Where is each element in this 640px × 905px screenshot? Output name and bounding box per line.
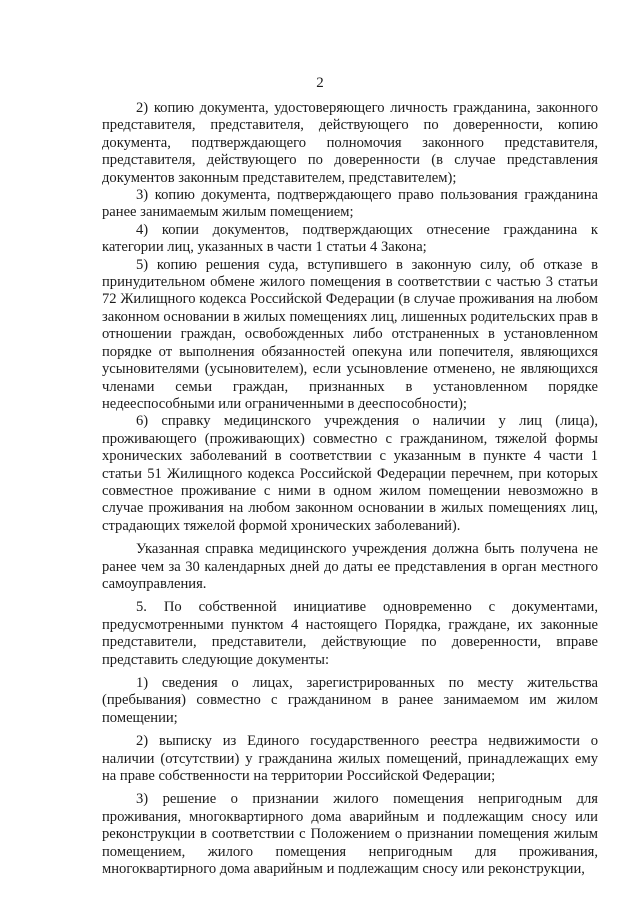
page-number: 2 <box>316 75 324 91</box>
paragraph-5-item-1-registered-persons: 1) сведения о лицах, зарегистрированных по месту жительства (пребывания) совместно с гражданином в ранее занимаемом им жилом помещении; <box>102 675 598 726</box>
paragraph-section-5-intro: 5. По собственной инициативе одновременно с документами, предусмотренными пунктом 4 настоящего Порядка, граждане, их законные представители, представители, действующие по доверенности, вправе представить следующие документы: <box>102 599 598 668</box>
paragraph-item-2-identity-document: 2) копию документа, удостоверяющего личность гражданина, законного представителя, представителя, действующего по доверенности, копию документа, подтверждающего полномочия законного представителя, представителя, действующего по доверенности (в случае представления документов законным представителем, представителем); <box>102 100 598 186</box>
document-body <box>102 100 598 878</box>
paragraph-item-4-category-documents: 4) копии документов, подтверждающих отнесение гражданина к категории лиц, указанных в части 1 статьи 4 Закона; <box>102 221 598 256</box>
paragraph-item-6-medical-certificate: 6) справку медицинского учреждения о наличии у лиц (лица), проживающего (проживающих) совместно с гражданином, тяжелой формы хронических заболеваний в соответствии с указанным в пункте 4 части 1 статьи 51 Жилищного кодекса Российской Федерации перечнем, при которых совместное проживание с ними в одном жилом помещении невозможно в случае проживания на любом законном основании в жилых помещениях лиц, страдающих тяжелой формой хронических заболеваний). <box>102 413 598 534</box>
paragraph-5-item-3-unfit-housing-decision: 3) решение о признании жилого помещения непригодным для проживания, многоквартирного дома аварийным и подлежащим сносу или реконструкции в соответствии с Положением о признании помещения жилым помещением, жилого помещения непригодным для проживания, многоквартирного дома аварийным и подлежащим сносу или реконструкции, <box>102 791 598 878</box>
paragraph-5-item-2-registry-extract: 2) выписку из Единого государственного реестра недвижимости о наличии (отсутствии) у гражданина жилых помещений, принадлежащих ему на праве собственности на территории Российской Федерации; <box>102 733 598 785</box>
paragraph-item-5-court-decision: 5) копию решения суда, вступившего в законную силу, об отказе в принудительном обмене жилого помещения в соответствии с частью 3 статьи 72 Жилищного кодекса Российской Федерации (в случае проживания на любом законном основании в жилых помещениях лиц, лишенных родительских прав в отношении граждан, освобожденных либо отстраненных в установленном порядке от выполнения обязанностей опекуна или попечителя, являющихся усыновителями (усыновителем), если усыновление отменено, не являющихся членами семьи граждан, признанных в установленном порядке недееспособными или ограниченными в дееспособности); <box>102 256 598 412</box>
paragraph-certificate-validity: Указанная справка медицинского учреждения должна быть получена не ранее чем за 30 календарных дней до даты ее представления в орган местного самоуправления. <box>102 541 598 592</box>
paragraph-item-3-right-of-use: 3) копию документа, подтверждающего право пользования гражданина ранее занимаемым жилым помещением; <box>102 187 598 221</box>
